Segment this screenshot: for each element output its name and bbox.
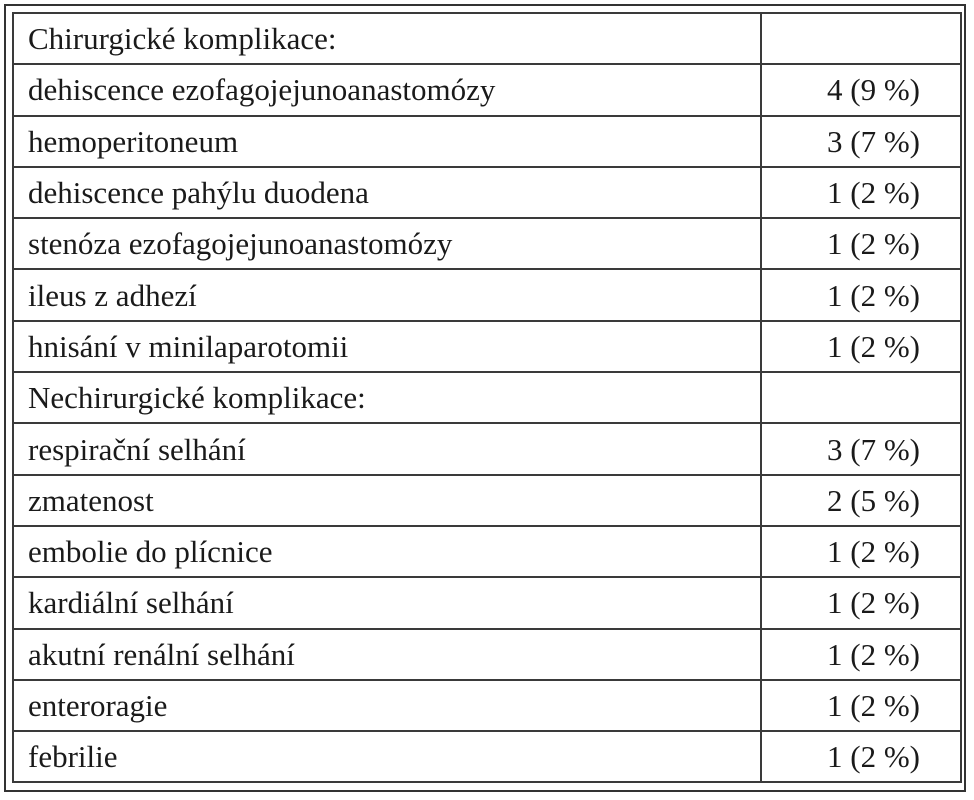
complication-count: 1 (2 %) [761,269,961,320]
complication-label: respirační selhání [13,423,761,474]
complication-count: 3 (7 %) [761,116,961,167]
section-heading-row [13,372,961,423]
complication-label: embolie do plícnice [13,526,761,577]
table-row [13,423,961,474]
complications-table [12,12,962,783]
section-heading-row [13,13,961,64]
complication-label: dehiscence pahýlu duodena [13,167,761,218]
complication-label: kardiální selhání [13,577,761,628]
table-row [13,218,961,269]
section-heading: Chirurgické komplikace: [13,13,761,64]
table-row [13,167,961,218]
complication-count: 1 (2 %) [761,218,961,269]
table-row [13,731,961,782]
complication-label: akutní renální selhání [13,629,761,680]
complication-count: 1 (2 %) [761,731,961,782]
section-heading: Nechirurgické komplikace: [13,372,761,423]
table-row [13,269,961,320]
empty-cell [761,372,961,423]
table-row [13,64,961,115]
complication-label: zmatenost [13,475,761,526]
complication-label: stenóza ezofagojejunoanastomózy [13,218,761,269]
complication-label: febrilie [13,731,761,782]
complication-count: 1 (2 %) [761,321,961,372]
complication-label: ileus z adhezí [13,269,761,320]
table-row [13,680,961,731]
complication-count: 1 (2 %) [761,526,961,577]
complication-count: 1 (2 %) [761,577,961,628]
table-row [13,116,961,167]
table-row [13,526,961,577]
complication-label: enteroragie [13,680,761,731]
table-row [13,321,961,372]
complication-count: 1 (2 %) [761,680,961,731]
complication-label: hnisání v minilaparotomii [13,321,761,372]
empty-cell [761,13,961,64]
complication-count: 1 (2 %) [761,629,961,680]
complication-count: 4 (9 %) [761,64,961,115]
complication-label: dehiscence ezofagojejunoanastomózy [13,64,761,115]
complication-count: 2 (5 %) [761,475,961,526]
table-row [13,629,961,680]
complication-count: 1 (2 %) [761,167,961,218]
complication-label: hemoperitoneum [13,116,761,167]
table-row [13,577,961,628]
complication-count: 3 (7 %) [761,423,961,474]
table-row [13,475,961,526]
